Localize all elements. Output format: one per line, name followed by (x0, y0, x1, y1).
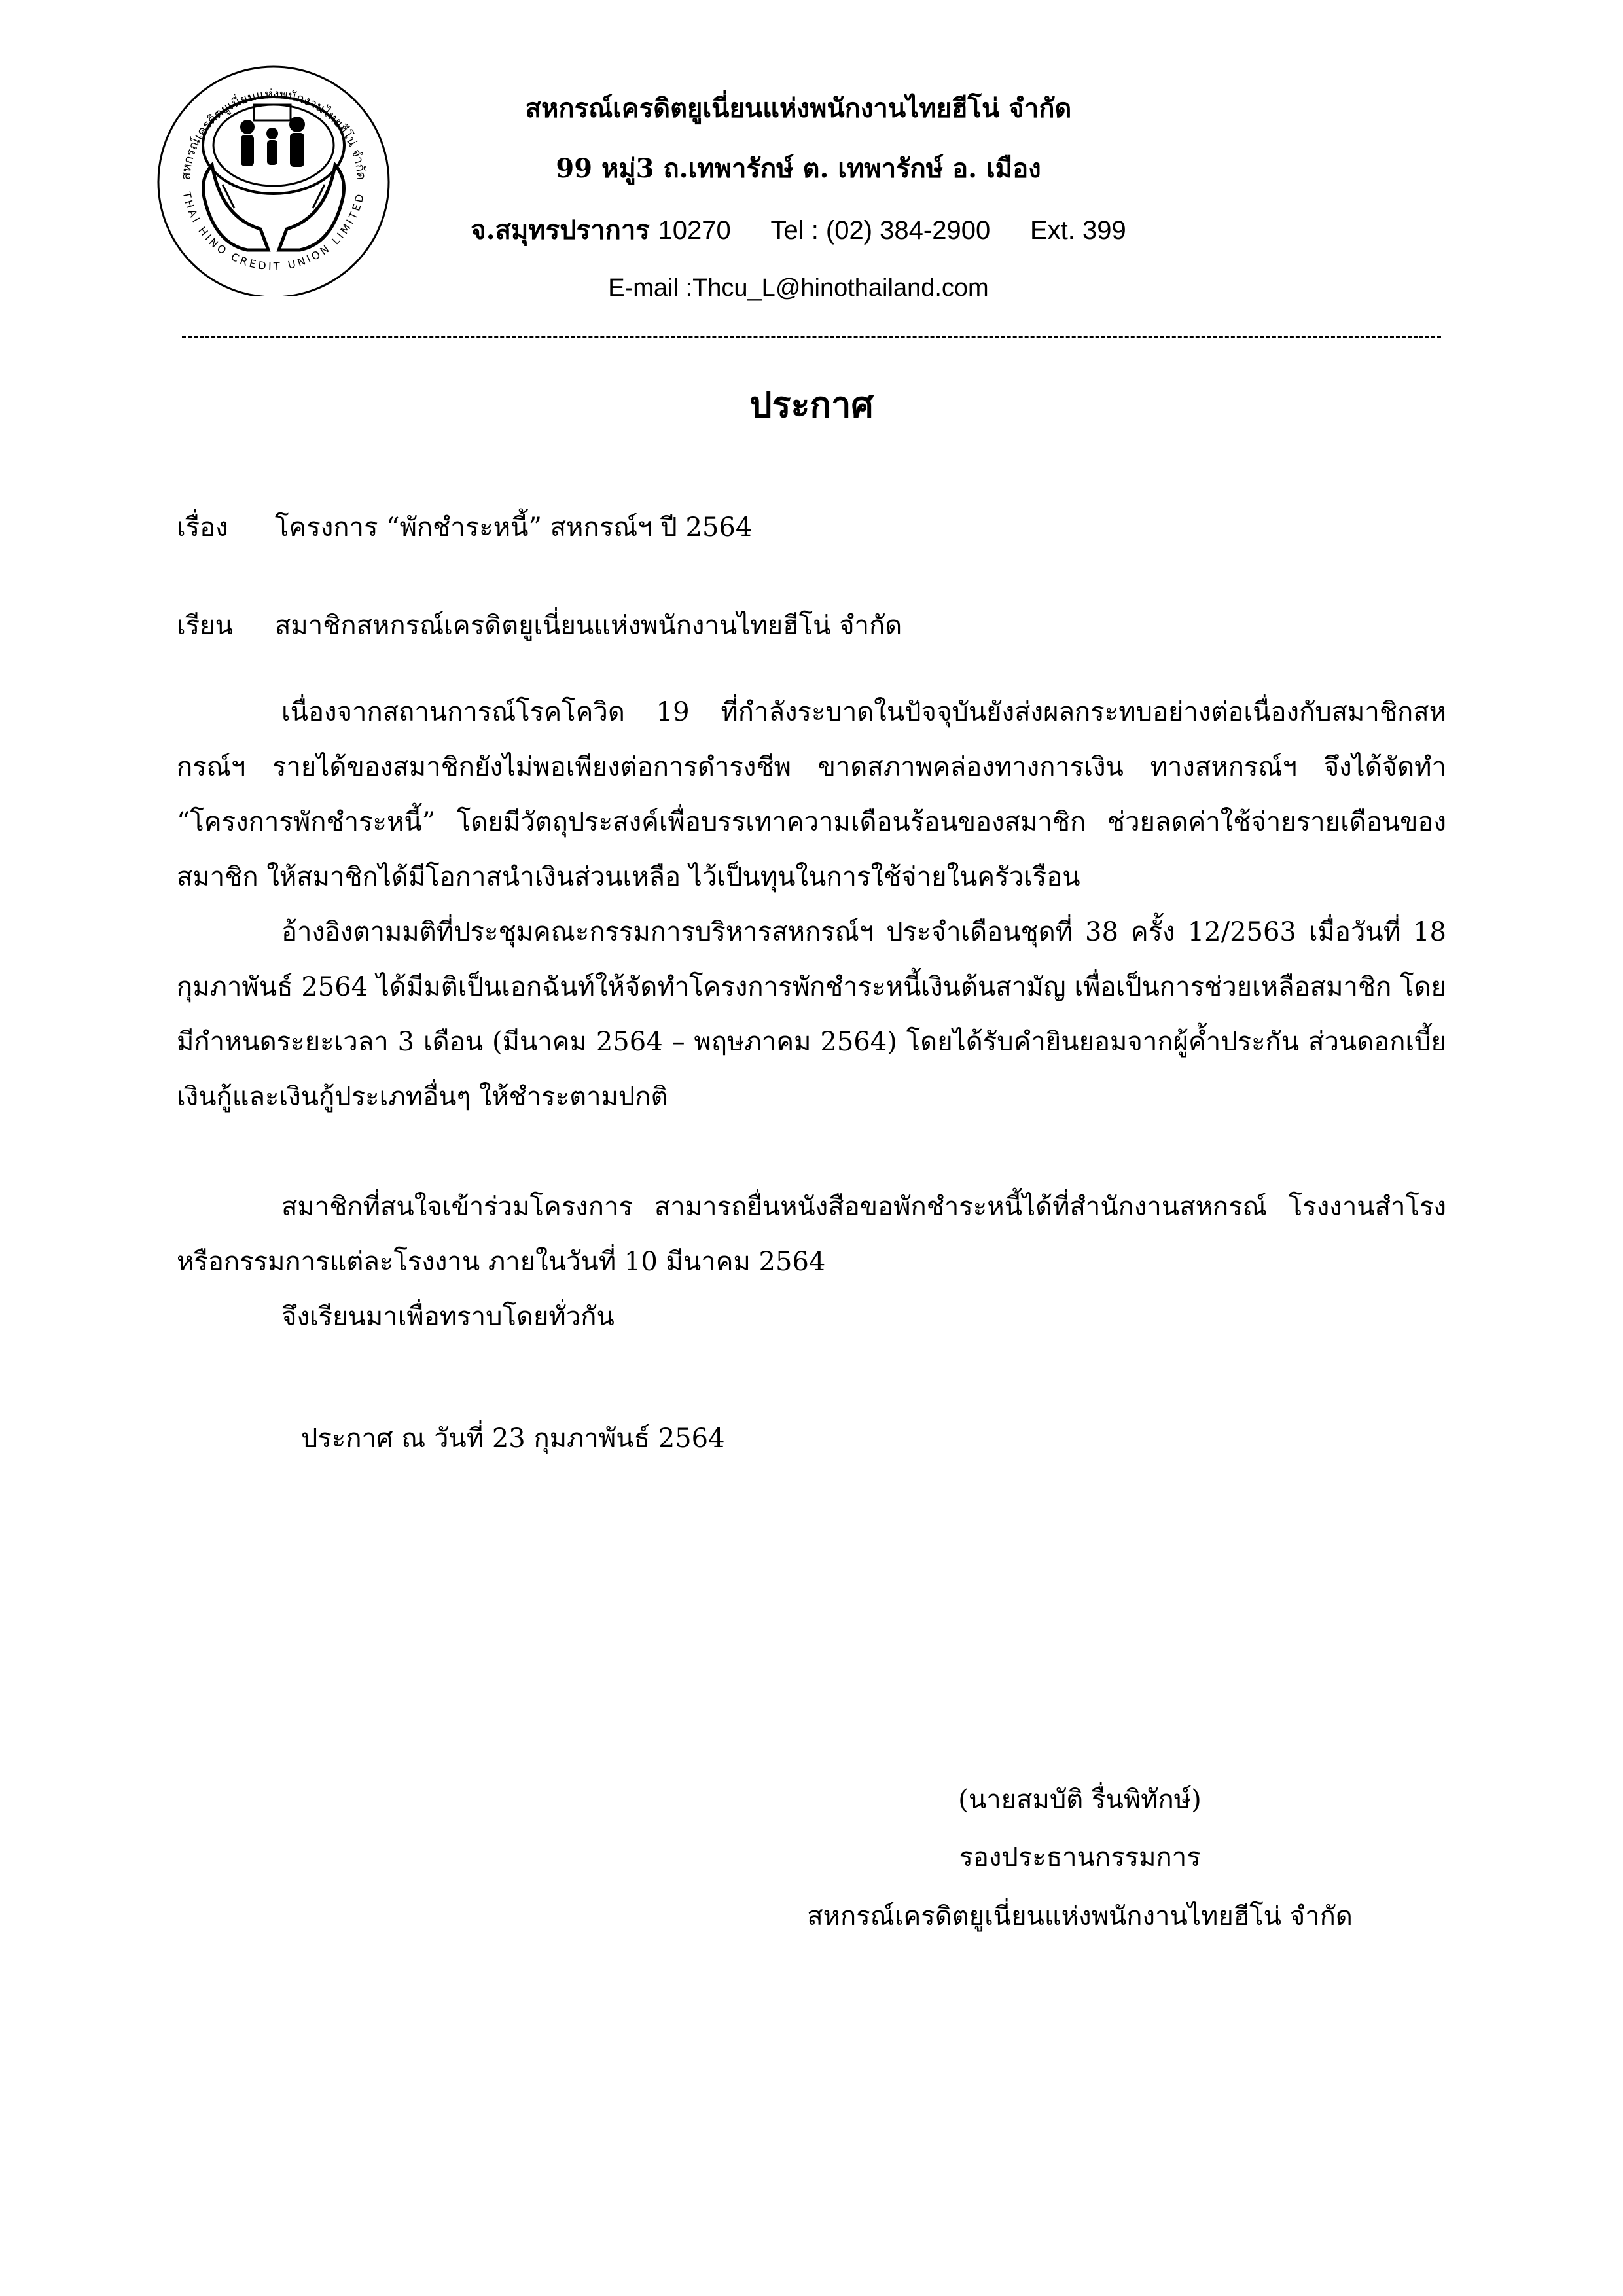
body-paragraph-1: เนื่องจากสถานการณ์โรคโควิด 19 ที่กำลังระบาดในปัจจุบันยังส่งผลกระทบอย่างต่อเนื่องกับสมาชิกสหกรณ์ฯ รายได้ของสมาชิกยังไม่พอเพียงต่อการดำรงชีพ ขาดสภาพคล่องทางการเงิน ทางสหกรณ์ฯ จึงได้จัดทำ “โครงการพักชำระหนี้” โดยมีวัตถุประสงค์เพื่อบรรเทาความเดือนร้อนของสมาชิก ช่วยลดค่าใช้จ่ายรายเดือนของสมาชิก ให้สมาชิกได้มีโอกาสนำเงินส่วนเหลือ ไว้เป็นทุนในการใช้จ่ายในครัวเรือน (177, 697, 1446, 892)
logo-arc-text-th: สหกรณ์เครดิตยูเนี่ยนแห่งพนักงานไทยฮีโน่ จำกัด (178, 86, 369, 181)
header-email: E-mail :Thcu_L@hinothailand.com (608, 274, 989, 302)
logo-arc-text-en: THAI HINO CREDIT UNION LIMITED (180, 190, 367, 273)
body-paragraph-2: อ้างอิงตามมติที่ประชุมคณะกรรมการบริหารสหกรณ์ฯ ประจำเดือนชุดที่ 38 ครั้ง 12/2563 เมื่อวันที่ 18 กุมภาพันธ์ 2564 ได้มีมติเป็นเอกฉันท์ให้จัดทำโครงการพักชำระหนี้เงินต้นสามัญ เพื่อเป็นการช่วยเหลือสมาชิก โดยมีกำหนดระยะเวลา 3 เดือน (มีนาคม 2564 – พฤษภาคม 2564) โดยได้รับคำยินยอมจากผู้ค้ำประกัน ส่วนดอกเบี้ยเงินกู้และเงินกู้ประเภทอื่นๆ ให้ชำระตามปกติ (177, 917, 1446, 1112)
announce-date: ประกาศ ณ วันที่ 23 กุมภาพันธ์ 2564 (301, 1424, 725, 1454)
salutation-line (177, 606, 1459, 645)
header-org-name: สหกรณ์เครดิตยูเนี่ยนแห่งพนักงานไทยฮีโน่ จำกัด (525, 93, 1072, 124)
header-contact-line (340, 211, 1257, 250)
header-tel: Tel : (02) 384-2900 (770, 216, 991, 245)
subject-line (177, 508, 1459, 547)
header-province: จ.สมุทรปราการ (471, 215, 650, 245)
header-ext: Ext. 399 (1029, 216, 1126, 245)
signatory-name: (นายสมบัติ รื่นพิทักษ์) (958, 1785, 1202, 1815)
salutation-label: เรียน (177, 611, 233, 641)
body-paragraph-3: สมาชิกที่สนใจเข้าร่วมโครงการ สามารถยื่นหนังสือขอพักชำระหนี้ได้ที่สำนักงานสหกรณ์ โรงงานสำโรง หรือกรรมการแต่ละโรงงาน ภายในวันที่ 10 มีนาคม 2564 (177, 1192, 1446, 1277)
header-divider (182, 336, 1441, 338)
subject-text: โครงการ “พักชำระหนี้” สหกรณ์ฯ ปี 2564 (275, 512, 753, 543)
salutation-text: สมาชิกสหกรณ์เครดิตยูเนี่ยนแห่งพนักงานไทยฮีโน่ จำกัด (275, 611, 902, 641)
body-paragraph-4: จึงเรียนมาเพื่อทราบโดยทั่วกัน (281, 1302, 615, 1332)
subject-label: เรื่อง (177, 512, 228, 543)
svg-text:THAI HINO CREDIT UNION LIMITED (180, 190, 366, 272)
signatory-position: รองประธานกรรมการ (959, 1842, 1201, 1873)
header-postcode: 10270 (658, 216, 731, 245)
signatory-org: สหกรณ์เครดิตยูเนี่ยนแห่งพนักงานไทยฮีโน่ จำกัด (807, 1901, 1353, 1931)
header-address: 99 หมู่3 ถ.เทพารักษ์ ต. เทพารักษ์ อ. เมือง (556, 153, 1041, 184)
document-title: ประกาศ (749, 384, 874, 425)
